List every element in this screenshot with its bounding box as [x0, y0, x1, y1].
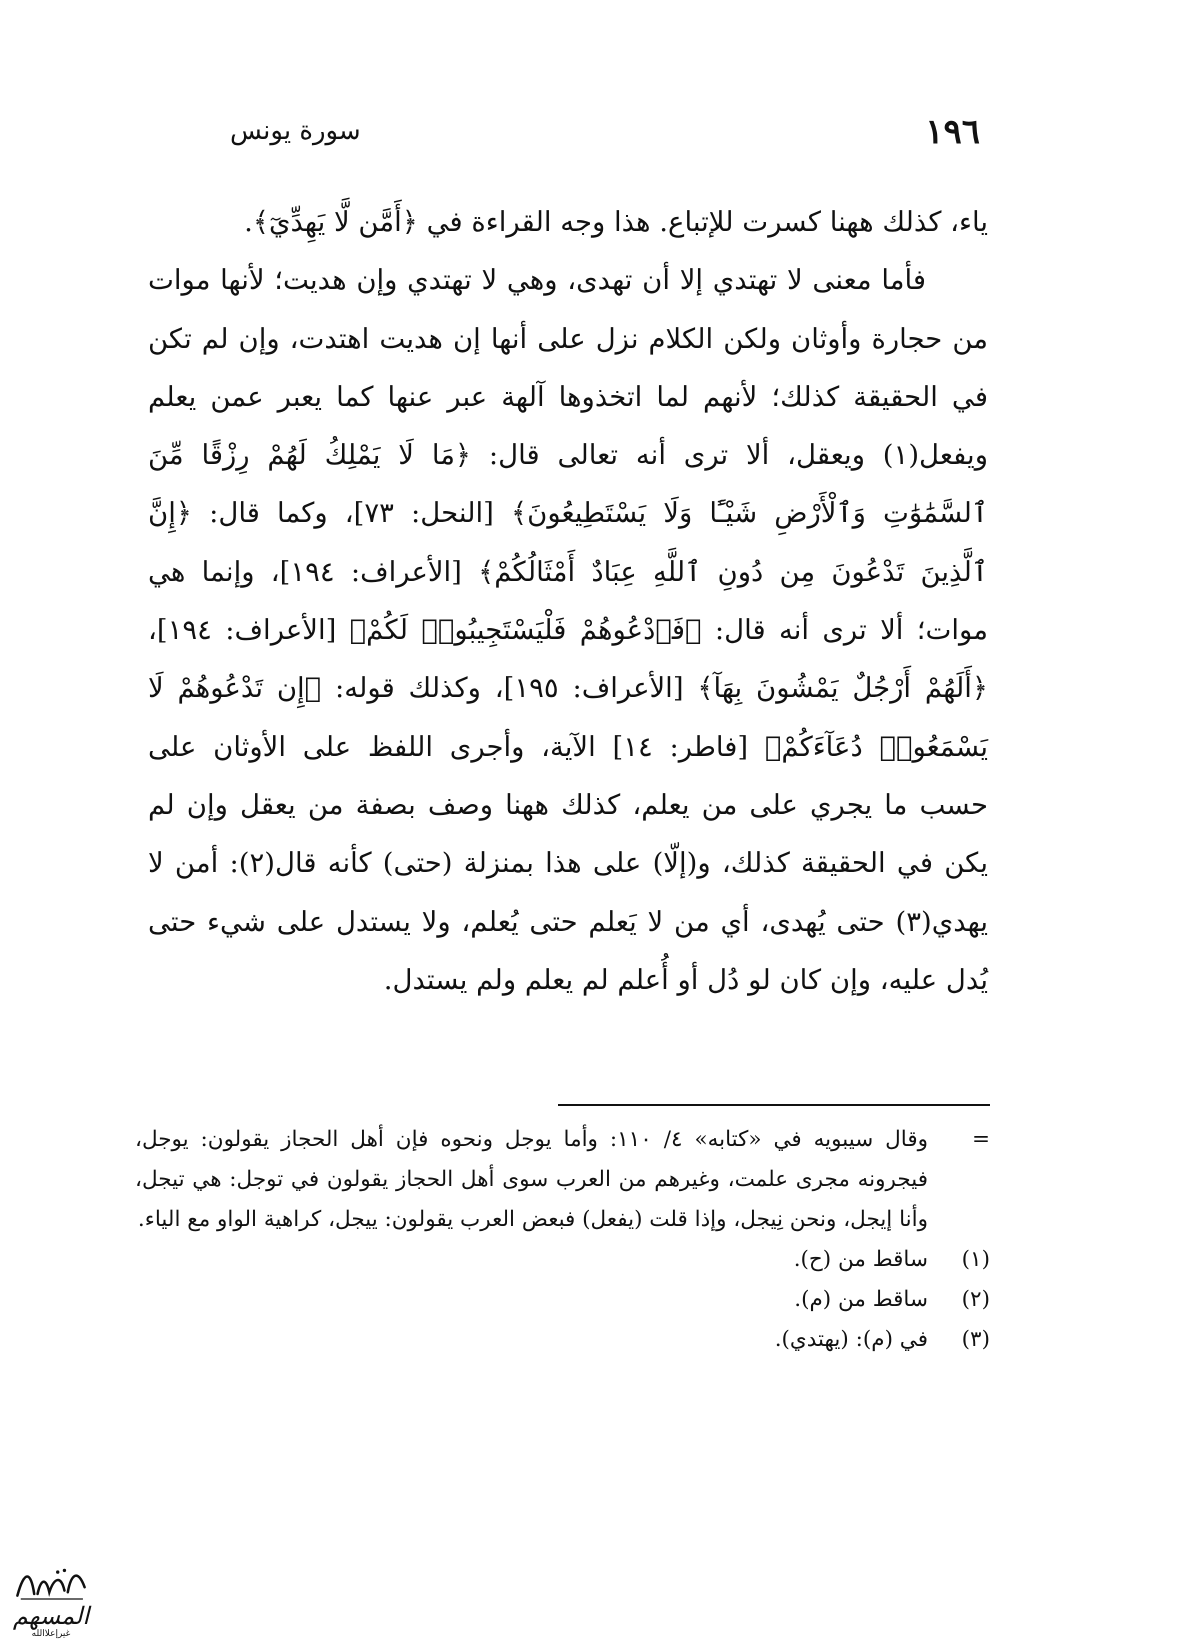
- footnote-number: (٢): [961, 1287, 990, 1312]
- footnotes: [135, 1120, 990, 1360]
- footnote-text: ساقط من (م).: [794, 1287, 928, 1312]
- footnote-continuation: [135, 1120, 990, 1240]
- footnote: [135, 1240, 990, 1280]
- paragraph: ياء، كذلك ههنا كسرت للإتباع. هذا وجه القراءة في ﴿أَمَّن لَّا يَهِدِّيٓ﴾.: [244, 206, 988, 238]
- footnote-separator: [558, 1104, 990, 1106]
- publisher-stamp: [5, 1562, 97, 1640]
- calligraphy-logo-icon: [5, 1562, 97, 1604]
- footnote: [135, 1280, 990, 1320]
- continuation-mark: =: [971, 1127, 990, 1152]
- footnote-number: (٣): [961, 1327, 990, 1352]
- footnote: [135, 1320, 990, 1360]
- stamp-text: المسهم: [12, 1602, 90, 1630]
- footnote-continuation-text: وقال سيبويه في «كتابه» ٤/ ١١٠: وأما يوجل ونحوه فإن أهل الحجاز يقولون: يوجل، فيجرونه مجرى علمت، وغيرهم من العرب سوى أهل الحجاز يقولون في توجل: هي تيجل، وأنا إيجل، ونحن نِيجل، وإذا قلت (يفعل) فبعض العرب يقولون: ييجل، كراهية الواو مع الياء.: [135, 1127, 929, 1232]
- footnote-text: ساقط من (ح).: [793, 1247, 928, 1272]
- paragraph: فأما معنى لا تهتدي إلا أن تهدى، وهي لا تهتدي وإن هديت؛ لأنها موات من حجارة وأوثان ولكن الكلام نزل على أنها إن هديت اهتدت، وإن لم تكن في الحقيقة كذلك؛ لأنهم لما اتخذوها آلهة عبر عنها كما يعبر عمن يعلم ويفعل(١) ويعقل، ألا ترى أنه تعالى قال: ﴿مَا لَا يَمْلِكُ لَهُمْ رِزْقًا مِّنَ ٱلسَّمَٰوَٰتِ وَٱلْأَرْضِ شَيْـًٔا وَلَا يَسْتَطِيعُونَ﴾ [النحل: ٧٣]، وكما قال: ﴿إِنَّ ٱلَّذِينَ تَدْعُونَ مِن دُونِ ٱللَّهِ عِبَادٌ أَمْثَالُكُمْ﴾ [الأعراف: ١٩٤]، وإنما هي موات؛ ألا ترى أنه قال: ﴿فَٱدْعُوهُمْ فَلْيَسْتَجِيبُوا۟ لَكُمْ﴾ [الأعراف: ١٩٤]، ﴿أَلَهُمْ أَرْجُلٌ يَمْشُونَ بِهَآ﴾ [الأعراف: ١٩٥]، وكذلك قوله: ﴿إِن تَدْعُوهُمْ لَا يَسْمَعُوا۟ دُعَآءَكُمْ﴾ [فاطر: ١٤] الآية، وأجرى اللفظ على الأوثان على حسب ما يجري على من يعلم، كذلك ههنا وصف بصفة من يعقل وإن لم يكن في الحقيقة كذلك، و(إلّا) على هذا بمنزلة (حتى) كأنه قال(٢): أمن لا يهدي(٣) حتى يُهدى، أي من لا يَعلم حتى يُعلم، ولا يستدل على شيء حتى يُدل عليه، وإن كان لو دُل أو أُعلم لم يعلم ولم يستدل.: [148, 264, 989, 996]
- page-number: ١٩٦: [925, 112, 980, 152]
- footnote-text: في (م): (يهتدي).: [774, 1327, 928, 1352]
- stamp-subtext: غيرإعلاالله: [31, 1629, 71, 1639]
- footnote-number: (١): [961, 1247, 990, 1272]
- page-header: [230, 112, 980, 162]
- running-title: سورة يونس: [230, 116, 361, 146]
- main-text: [148, 193, 988, 1009]
